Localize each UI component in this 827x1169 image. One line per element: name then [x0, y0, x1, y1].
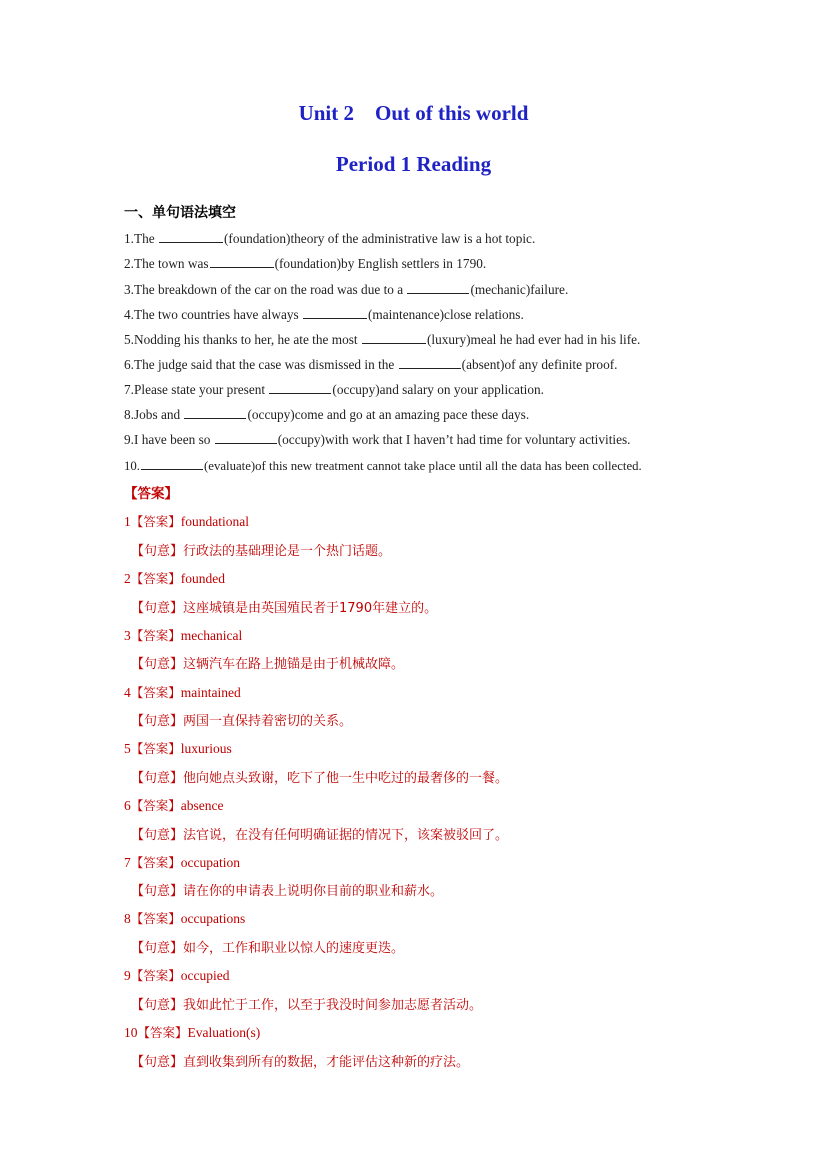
meaning-1	[131, 540, 391, 559]
answer-1	[124, 512, 249, 530]
question-2	[124, 256, 486, 272]
question-number: 10.	[124, 459, 140, 473]
answer-number: 7	[124, 855, 131, 870]
meaning-tag: 【句意】	[131, 657, 184, 672]
question-text-after: (luxury)meal he had ever had in his life.	[426, 332, 641, 347]
unit-title: Unit 2 Out of this world	[298, 101, 529, 125]
question-text-before: Nodding his thanks to her, he ate the most	[133, 332, 361, 347]
question-number: 9.	[124, 432, 134, 447]
question-number: 4.	[124, 307, 134, 322]
meaning-text: 请在你的申请表上说明你目前的职业和薪水。	[183, 884, 444, 899]
answer-value: foundational	[180, 514, 249, 529]
answer-2	[124, 569, 225, 587]
answer-value: maintained	[180, 685, 241, 700]
meaning-text: 直到收集到所有的数据，才能评估这种新的疗法。	[183, 1055, 470, 1070]
question-text-before: Please state your present	[133, 382, 269, 397]
meaning-text: 如今，工作和职业以惊人的速度更迭。	[183, 941, 405, 956]
answer-number: 5	[124, 741, 131, 756]
meaning-2	[131, 597, 437, 616]
meaning-10	[131, 1051, 469, 1070]
answer-tag: 【答案】	[130, 968, 181, 983]
answer-number: 10	[124, 1025, 138, 1040]
answer-blank	[184, 407, 246, 419]
answer-number: 1	[124, 514, 131, 529]
answer-tag: 【答案】	[130, 855, 181, 870]
meaning-text: 法官说，在没有任何明确证据的情况下，该案被驳回了。	[183, 828, 509, 843]
answer-blank	[141, 458, 203, 470]
question-7	[124, 382, 544, 398]
answer-value: mechanical	[180, 628, 243, 643]
answer-blank	[362, 332, 426, 344]
question-text-before: The judge said that the case was dismissed in the	[133, 357, 398, 372]
question-text-after: (maintenance)close relations.	[368, 307, 524, 322]
meaning-tag: 【句意】	[131, 714, 184, 729]
answer-number: 2	[124, 571, 131, 586]
meaning-tag: 【句意】	[131, 1055, 184, 1070]
answer-blank	[210, 256, 274, 268]
answer-3	[124, 626, 242, 644]
question-text-before: I have been so	[133, 432, 214, 447]
meaning-text: 我如此忙于工作，以至于我没时间参加志愿者活动。	[183, 998, 483, 1013]
question-4	[124, 307, 524, 323]
meaning-8	[131, 937, 404, 956]
question-number: 3.	[124, 282, 134, 297]
question-text-after: (absent)of any definite proof.	[461, 357, 618, 372]
question-number: 7.	[124, 382, 134, 397]
question-1	[124, 231, 535, 247]
meaning-3	[131, 653, 404, 672]
answer-blank	[215, 432, 277, 444]
question-text-before: Jobs and	[133, 407, 184, 422]
answer-number: 4	[124, 685, 131, 700]
question-text-after: (occupy)with work that I haven’t had time for voluntary activities.	[277, 432, 631, 447]
answer-tag: 【答案】	[130, 911, 181, 926]
question-number: 5.	[124, 332, 134, 347]
question-3	[124, 282, 568, 298]
meaning-tag: 【句意】	[131, 771, 184, 786]
question-text-after: (foundation)by English settlers in 1790.	[274, 256, 487, 271]
answer-10	[124, 1023, 260, 1041]
question-text-after: (occupy)and salary on your application.	[332, 382, 544, 397]
answer-blank	[407, 282, 469, 294]
question-8	[124, 407, 529, 423]
meaning-9	[131, 994, 482, 1013]
answer-tag: 【答案】	[130, 685, 181, 700]
meaning-tag: 【句意】	[131, 544, 184, 559]
answer-7	[124, 853, 240, 871]
question-text-after: (occupy)come and go at an amazing pace these days.	[247, 407, 530, 422]
answer-5	[124, 739, 232, 757]
answer-number: 9	[124, 968, 131, 983]
answer-tag: 【答案】	[137, 1025, 188, 1040]
question-5	[124, 332, 640, 348]
answer-number: 3	[124, 628, 131, 643]
answer-number: 6	[124, 798, 131, 813]
answer-value: occupations	[180, 911, 246, 926]
question-number: 6.	[124, 357, 134, 372]
meaning-text: 两国一直保持着密切的关系。	[183, 714, 353, 729]
answer-tag: 【答案】	[130, 741, 181, 756]
question-text-before: The town was	[133, 256, 209, 271]
answers-header: 【答案】	[124, 486, 178, 502]
answer-blank	[303, 307, 367, 319]
answer-4	[124, 683, 241, 701]
answer-tag: 【答案】	[130, 798, 181, 813]
meaning-4	[131, 710, 352, 729]
meaning-tag: 【句意】	[131, 941, 184, 956]
question-text-after: (foundation)theory of the administrative law is a hot topic.	[223, 231, 536, 246]
meaning-5	[131, 767, 508, 786]
answer-value: occupied	[180, 968, 230, 983]
meaning-tag: 【句意】	[131, 601, 184, 616]
meaning-text: 这座城镇是由英国殖民者于1790年建立的。	[183, 601, 438, 616]
answer-tag: 【答案】	[130, 514, 181, 529]
question-number: 2.	[124, 256, 134, 271]
section-heading: 一、单句语法填空	[124, 205, 236, 221]
meaning-text: 行政法的基础理论是一个热门话题。	[183, 544, 392, 559]
answer-value: founded	[180, 571, 226, 586]
answer-value: luxurious	[180, 741, 232, 756]
question-10	[124, 458, 642, 474]
question-text-before: The two countries have always	[133, 307, 302, 322]
meaning-6	[131, 824, 508, 843]
answer-blank	[269, 382, 331, 394]
question-text-before: The	[133, 231, 158, 246]
answer-tag: 【答案】	[130, 628, 181, 643]
answer-6	[124, 796, 224, 814]
answer-value: Evaluation(s)	[187, 1025, 261, 1040]
meaning-7	[131, 880, 443, 899]
answer-tag: 【答案】	[130, 571, 181, 586]
question-text-before: The breakdown of the car on the road was due to a	[133, 282, 407, 297]
answer-number: 8	[124, 911, 131, 926]
answer-8	[124, 909, 245, 927]
meaning-tag: 【句意】	[131, 998, 184, 1013]
answer-blank	[159, 231, 223, 243]
question-number: 8.	[124, 407, 134, 422]
question-9	[124, 432, 631, 448]
answer-value: absence	[180, 798, 224, 813]
meaning-text: 他向她点头致谢，吃下了他一生中吃过的最奢侈的一餐。	[183, 771, 509, 786]
meaning-text: 这辆汽车在路上抛锚是由于机械故障。	[183, 657, 405, 672]
question-6	[124, 357, 617, 373]
question-text-after: (mechanic)failure.	[470, 282, 569, 297]
answer-value: occupation	[180, 855, 240, 870]
period-title: Period 1 Reading	[335, 152, 492, 176]
question-number: 1.	[124, 231, 134, 246]
answer-blank	[399, 357, 461, 369]
meaning-tag: 【句意】	[131, 884, 184, 899]
answer-9	[124, 966, 230, 984]
question-text-after: (evaluate)of this new treatment cannot take place until all the data has been collected.	[204, 459, 642, 473]
meaning-tag: 【句意】	[131, 828, 184, 843]
